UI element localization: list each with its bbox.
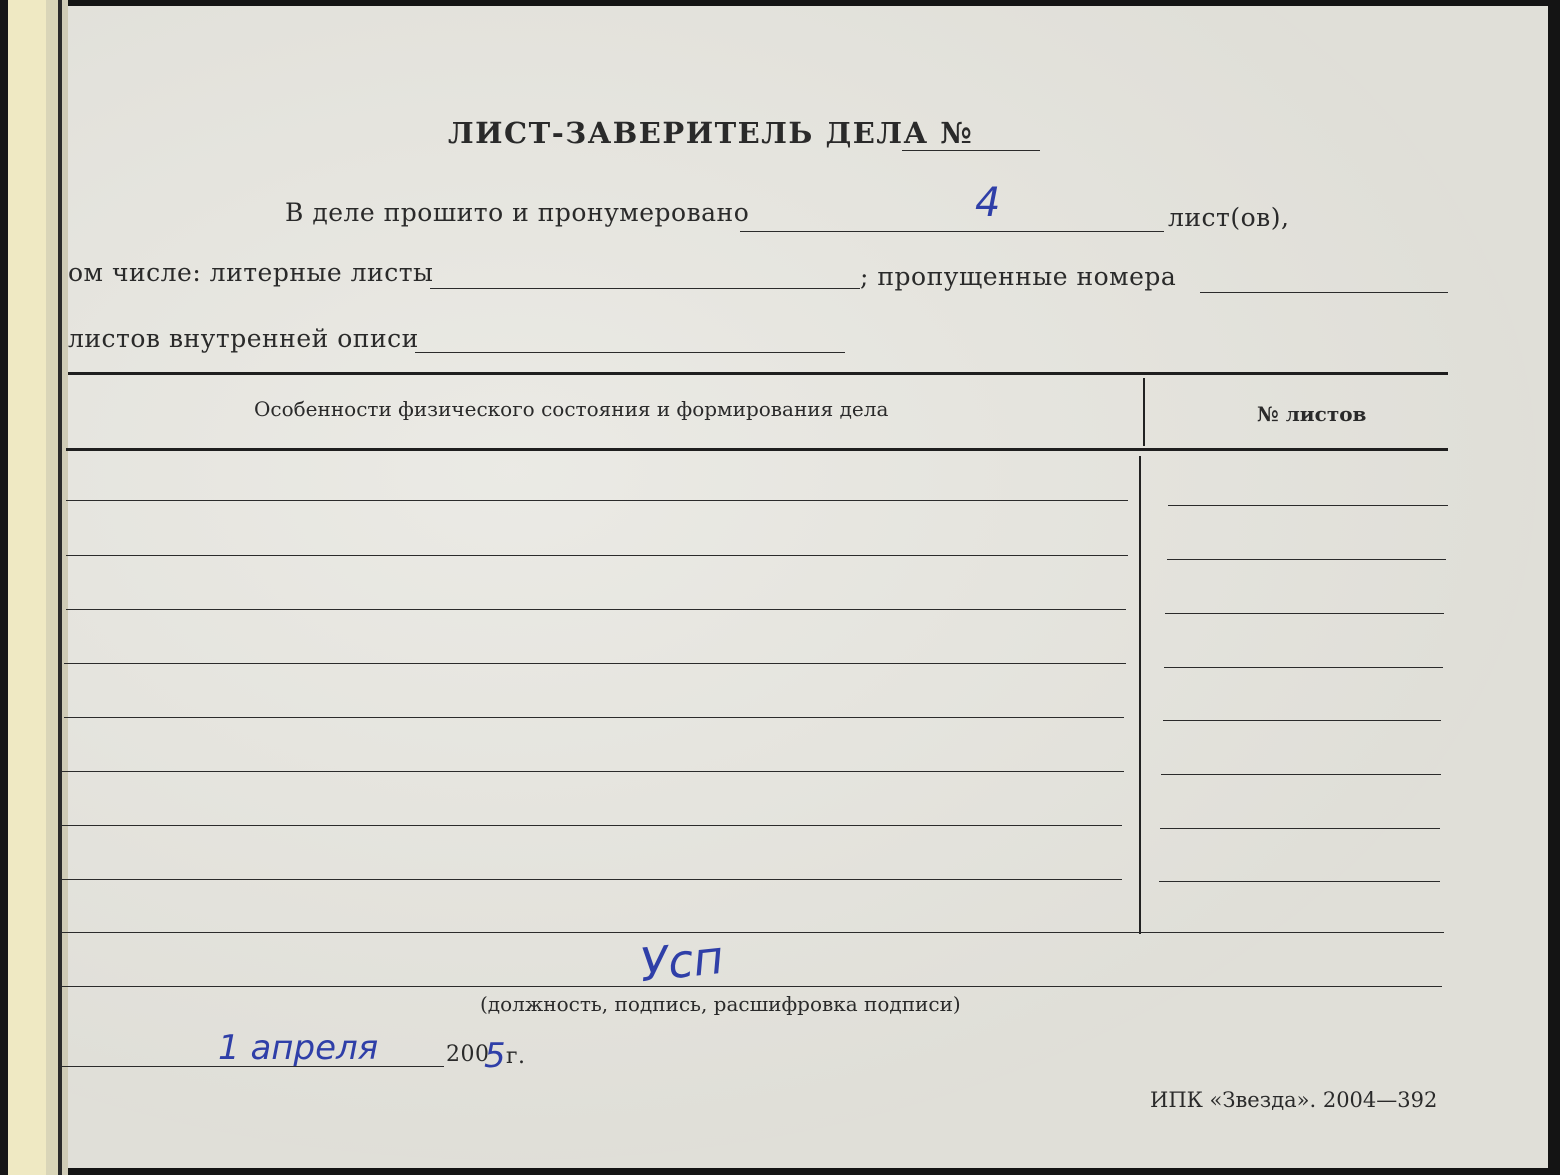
year-handwritten: 5 (484, 1036, 506, 1076)
table-header-features: Особенности физического состояния и формирования дела (254, 397, 889, 421)
sheet-number-cell[interactable] (1164, 667, 1443, 668)
sheet-number-cell[interactable] (1167, 559, 1446, 560)
signature-caption: (должность, подпись, расшифровка подписи) (480, 992, 961, 1016)
letter-sheets-label: ом числе: литерные листы (68, 258, 434, 287)
table-row[interactable] (64, 663, 1126, 664)
inner-inventory-field[interactable] (415, 352, 845, 353)
binding-edge (0, 0, 68, 1175)
inner-inventory-label: листов внутренней описи (68, 324, 419, 353)
printer-imprint: ИПК «Звезда». 2004—392 (1150, 1088, 1438, 1112)
year-suffix: г. (506, 1044, 526, 1069)
missing-numbers-field[interactable] (1200, 292, 1448, 293)
sheet-number-cell[interactable] (1163, 720, 1441, 721)
table-row[interactable] (66, 555, 1128, 556)
date-handwritten: 1 апреля (218, 1028, 379, 1068)
table-row[interactable] (60, 879, 1122, 880)
table-top-rule (68, 372, 1448, 375)
table-row[interactable] (66, 609, 1126, 610)
table-header-rule (66, 448, 1448, 451)
sheets-count-field[interactable] (740, 231, 1164, 232)
sheet-number-cell[interactable] (1159, 881, 1440, 882)
missing-numbers-label: ; пропущенные номера (860, 262, 1177, 291)
signature-line[interactable] (60, 986, 1442, 987)
sheets-count-suffix: лист(ов), (1168, 203, 1290, 232)
table-header-sheet-numbers: № листов (1257, 402, 1367, 426)
table-bottom-rule (60, 932, 1444, 933)
table-row[interactable] (62, 771, 1124, 772)
sheets-count-value: 4 (975, 180, 1001, 226)
form-title: ЛИСТ-ЗАВЕРИТЕЛЬ ДЕЛА № (448, 116, 974, 150)
year-prefix: 200 (446, 1042, 490, 1067)
sheet-number-cell[interactable] (1161, 774, 1441, 775)
signature-mark: Усп (637, 929, 727, 993)
table-row[interactable] (64, 717, 1124, 718)
table-column-divider (1139, 456, 1141, 934)
table-row[interactable] (62, 825, 1122, 826)
sheet-number-cell[interactable] (1168, 505, 1448, 506)
sheets-count-label: В деле прошито и пронумеровано (285, 198, 750, 227)
case-number-field[interactable] (902, 150, 1040, 151)
letter-sheets-field[interactable] (430, 288, 860, 289)
table-header-divider (1143, 378, 1145, 446)
sheet-number-cell[interactable] (1165, 613, 1444, 614)
sheet-number-cell[interactable] (1160, 828, 1440, 829)
table-row[interactable] (66, 500, 1128, 501)
